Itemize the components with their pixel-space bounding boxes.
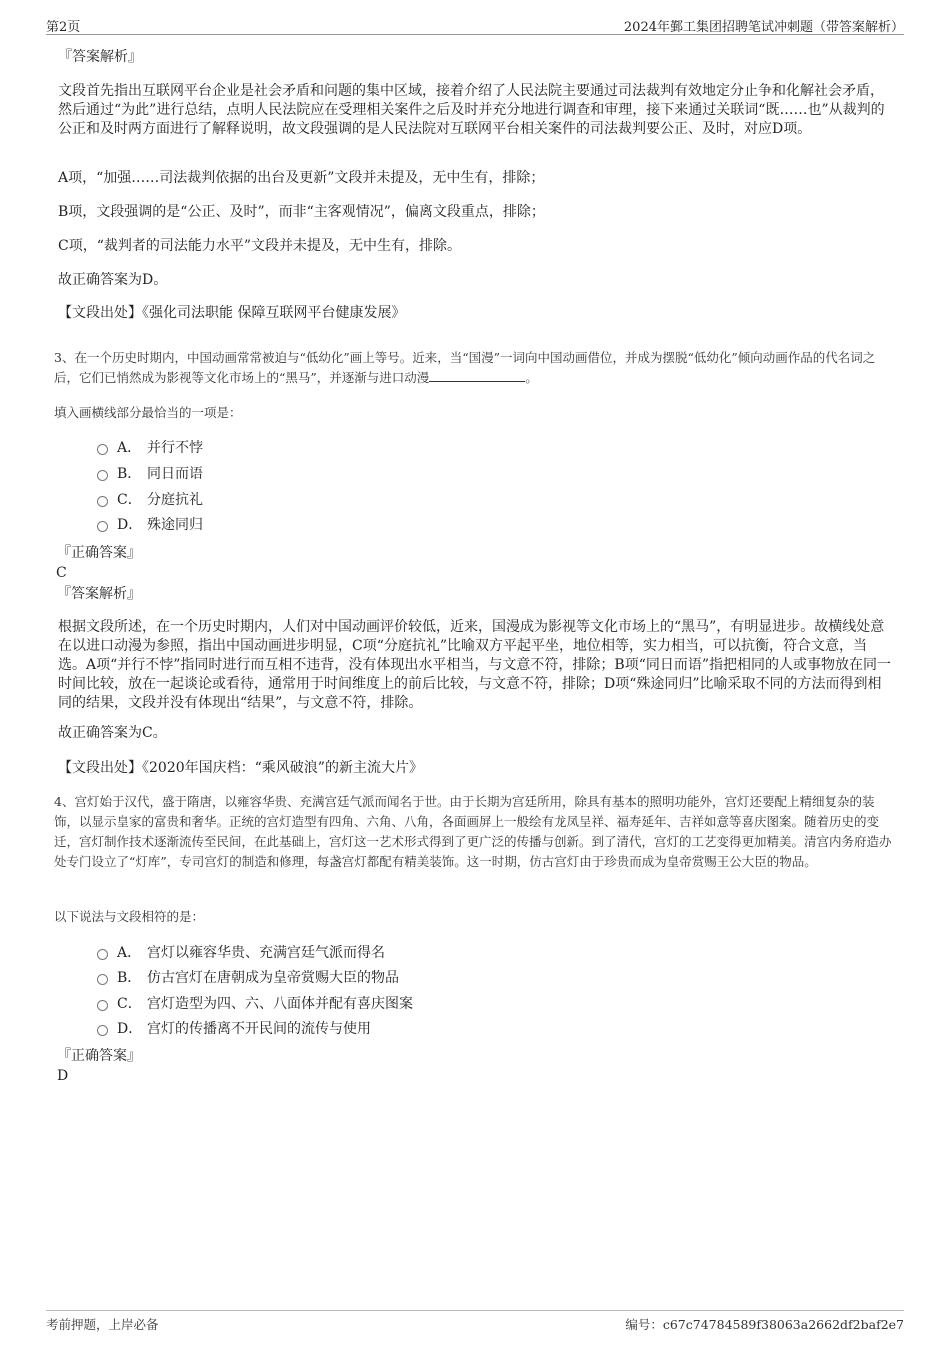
q3-analysis-text: 根据文段所述，在一个历史时期内，人们对中国动画评价较低，近来，国漫成为影视等文化市场上的“黑马”，有明显进步。故横线处意在以进口动漫为参照，指出中国动画进步明显，C项“分庭抗礼”比喻双方平起平坐，地位相等，实力相当，可以抗衡，符合文意，当选。A项“并行不悖”指同时进行而互相不违背，没有体现出水平相当，与文意不符，排除；B项“同日而语”指把相同的人或事物放在同一时间比较，放在一起谈论或看待，通常用于时间维度上的前后比较，与文意不符，排除；D项“殊途同归”比喻采取不同的方法而得到相同的结果，文段并没有体现出“结果”，与文意不符，排除。 [58, 619, 892, 711]
source-title: 《强化司法职能 保障互联网平台健康发展》 [142, 305, 406, 321]
q4-prompt: 以下说法与文段相符的是： [54, 909, 205, 924]
q3-option-b[interactable] [97, 464, 203, 484]
option-text: 分庭抗礼 [147, 492, 203, 508]
q3-option-a[interactable] [97, 438, 203, 458]
q3-stem-text: 3、在一个历史时期内，中国动画常常被迫与“低幼化”画上等号。近来，当“国漫”一词向中国动画借位，并成为摆脱“低幼化”倾向动画作品的代名词之后，它们已悄然成为影视等文化市场上的“黑马”，并逐渐与进口动漫 [54, 350, 876, 385]
q2-source [58, 304, 893, 323]
option-letter: A． [117, 440, 142, 456]
q2-analysis-heading: 『答案解析』 [58, 49, 142, 65]
q3-stem [54, 348, 899, 388]
document-title: 2024年鄞工集团招聘笔试冲刺题（带答案解析） [623, 20, 904, 35]
q3-option-c[interactable] [97, 490, 203, 510]
option-text: 仿古宫灯在唐朝成为皇帝赏赐大臣的物品 [147, 970, 399, 986]
q4-answer: D [57, 1068, 69, 1084]
option-letter: D． [117, 517, 143, 533]
option-letter: B． [117, 970, 142, 986]
radio-icon[interactable] [97, 444, 108, 455]
footer-slogan: 考前押题，上岸必备 [46, 1317, 159, 1332]
source-label: 【文段出处】 [58, 305, 142, 321]
q4-answer-heading: 『正确答案』 [57, 1048, 141, 1064]
radio-icon[interactable] [97, 1000, 108, 1011]
q3-answer-heading: 『正确答案』 [57, 545, 141, 561]
q2-note-b: B项，文段强调的是“公正、及时”，而非“主客观情况”，偏离文段重点，排除； [58, 204, 545, 220]
q3-stem-end: 。 [525, 370, 538, 385]
radio-icon[interactable] [97, 974, 108, 985]
document-code: 编号：c67c74784589f38063a2662df2baf2e7 [625, 1317, 904, 1332]
option-letter: A． [117, 945, 142, 961]
q3-answer: C [56, 565, 67, 581]
option-text: 宫灯的传播离不开民间的流传与使用 [147, 1021, 371, 1037]
q4-option-d[interactable] [97, 1019, 371, 1039]
radio-icon[interactable] [97, 470, 108, 481]
q3-prompt: 填入画横线部分最恰当的一项是： [54, 405, 242, 420]
q2-note-a: A项，“加强……司法裁判依据的出台及更新”文段并未提及，无中生有，排除； [58, 170, 545, 186]
radio-icon[interactable] [97, 949, 108, 960]
radio-icon[interactable] [97, 521, 108, 532]
q3-option-d[interactable] [97, 515, 203, 535]
option-letter: C． [117, 996, 142, 1012]
option-letter: C． [117, 492, 142, 508]
radio-icon[interactable] [97, 496, 108, 507]
radio-icon[interactable] [97, 1025, 108, 1036]
source-label: 【文段出处】 [58, 760, 142, 776]
q2-conclusion: 故正确答案为D。 [58, 272, 168, 288]
q3-conclusion: 故正确答案为C。 [58, 725, 167, 741]
page-header [46, 14, 904, 35]
q4-stem: 4、宫灯始于汉代，盛于隋唐，以雍容华贵、充满宫廷气派而闻名于世。由于长期为宫廷所用，除具有基本的照明功能外，宫灯还要配上精细复杂的装饰，以显示皇家的富贵和奢华。正统的宫灯造型有四角、六角、八角，各面画屏上一般绘有龙凤呈祥、福寿延年、吉祥如意等喜庆图案。随着历史的变迁，宫灯制作技术逐渐流传至民间，在此基础上，宫灯这一艺术形式得到了更广泛的传播与创新。到了清代，宫灯的工艺变得更加精美。清宫内务府造办处专门设立了“灯库”，专司宫灯的制造和修理，每盏宫灯都配有精美装饰。这一时期，仿古宫灯由于珍贵而成为皇帝赏赐王公大臣的物品。 [54, 794, 892, 869]
q4-option-c[interactable] [97, 994, 413, 1014]
q4-option-a[interactable] [97, 943, 385, 963]
q4-option-b[interactable] [97, 968, 399, 988]
q3-analysis-heading: 『答案解析』 [57, 586, 141, 602]
page-footer [46, 1310, 904, 1335]
option-letter: B． [117, 466, 142, 482]
option-text: 宫灯造型为四、六、八面体并配有喜庆图案 [147, 996, 413, 1012]
page-number: 第2页 [46, 20, 81, 35]
option-text: 殊途同归 [147, 517, 203, 533]
source-title: 《2020年国庆档：“乘风破浪”的新主流大片》 [142, 760, 423, 776]
option-text: 并行不悖 [147, 440, 203, 456]
q2-analysis-text: 文段首先指出互联网平台企业是社会矛盾和问题的集中区域，接着介绍了人民法院主要通过司法裁判有效地定分止争和化解社会矛盾，然后通过“为此”进行总结，点明人民法院应在受理相关案件之后及时并充分地进行调查和审理，接下来通过关联词“既……也”从裁判的公正和及时两方面进行了解释说明，故文段强调的是人民法院对互联网平台相关案件的司法裁判要公正、及时，对应D项。 [58, 83, 885, 137]
option-text: 同日而语 [147, 466, 203, 482]
fill-blank [429, 369, 525, 382]
option-text: 宫灯以雍容华贵、充满宫廷气派而得名 [147, 945, 385, 961]
q3-source [58, 759, 893, 778]
option-letter: D． [117, 1021, 143, 1037]
q2-note-c: C项，“裁判者的司法能力水平”文段并未提及，无中生有，排除。 [58, 238, 462, 254]
